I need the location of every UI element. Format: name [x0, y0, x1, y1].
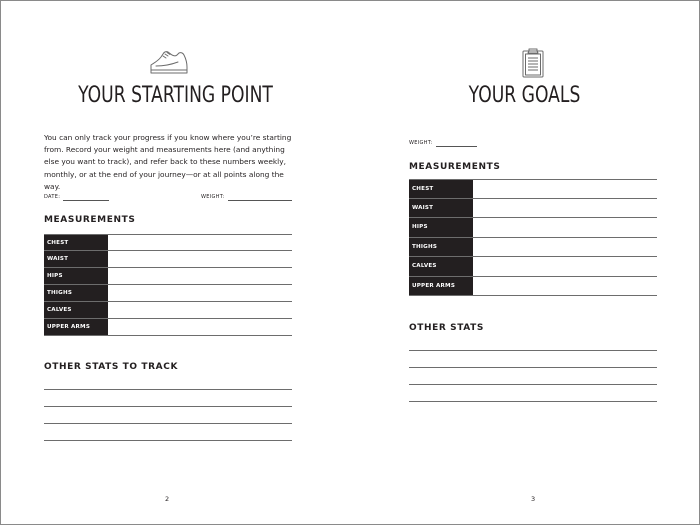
measurement-row-calves[interactable] — [44, 302, 292, 319]
measurement-label: CALVES — [44, 302, 108, 318]
write-line[interactable] — [409, 368, 657, 385]
measurement-row-waist[interactable] — [409, 199, 657, 219]
measurement-label: UPPER ARMS — [44, 319, 108, 335]
measurement-label: HIPS — [409, 218, 473, 237]
measurement-row-hips[interactable] — [44, 268, 292, 285]
measurements-table — [44, 234, 292, 336]
other-stats-heading: OTHER STATS TO TRACK — [44, 362, 179, 372]
page-title: YOUR STARTING POINT — [78, 83, 273, 108]
measurement-label: WAIST — [44, 251, 108, 267]
measurement-row-hips[interactable] — [409, 218, 657, 238]
measurement-label: CALVES — [409, 257, 473, 276]
right-page — [350, 1, 699, 524]
date-label: DATE: — [44, 194, 61, 200]
measurement-row-chest[interactable] — [44, 234, 292, 251]
write-line[interactable] — [409, 334, 657, 351]
weight-label: WEIGHT: — [201, 194, 225, 200]
measurement-label: CHEST — [44, 235, 108, 250]
write-line[interactable] — [44, 390, 292, 407]
measurement-label: THIGHS — [409, 238, 473, 257]
write-line[interactable] — [409, 385, 657, 402]
write-line[interactable] — [409, 351, 657, 368]
write-line[interactable] — [44, 407, 292, 424]
other-stats-lines — [44, 373, 292, 441]
measurement-row-chest[interactable] — [409, 179, 657, 199]
measurement-label: HIPS — [44, 268, 108, 284]
measurement-row-waist[interactable] — [44, 251, 292, 268]
left-page — [1, 1, 350, 524]
intro-paragraph: You can only track your progress if you know where you’re starting from. Record your weight and measurements here (and anything else you want to track), and refer back to these numbers weekly, monthly, or at the end of your journey—or at all points along the way. — [44, 133, 292, 191]
measurement-label: WAIST — [409, 199, 473, 218]
measurement-label: THIGHS — [44, 285, 108, 301]
weight-field[interactable] — [436, 146, 477, 147]
measurement-row-calves[interactable] — [409, 257, 657, 277]
measurement-row-upper-arms[interactable] — [409, 277, 657, 297]
write-line[interactable] — [44, 373, 292, 390]
clipboard-icon — [521, 47, 545, 79]
other-stats-heading: OTHER STATS — [409, 323, 484, 333]
measurements-table — [409, 179, 657, 296]
measurement-row-thighs[interactable] — [409, 238, 657, 258]
weight-label: WEIGHT: — [409, 140, 433, 146]
measurements-heading: MEASUREMENTS — [409, 162, 501, 172]
weight-field[interactable] — [228, 200, 292, 201]
measurement-row-upper-arms[interactable] — [44, 319, 292, 336]
measurements-heading: MEASUREMENTS — [44, 215, 136, 225]
measurement-label: UPPER ARMS — [409, 277, 473, 296]
write-line[interactable] — [44, 424, 292, 441]
other-stats-lines — [409, 334, 657, 402]
page-number: 2 — [165, 495, 170, 503]
sneaker-icon — [148, 46, 190, 78]
page-number: 3 — [531, 495, 536, 503]
date-field[interactable] — [63, 200, 109, 201]
page-title: YOUR GOALS — [468, 83, 581, 108]
measurement-label: CHEST — [409, 180, 473, 198]
measurement-row-thighs[interactable] — [44, 285, 292, 302]
